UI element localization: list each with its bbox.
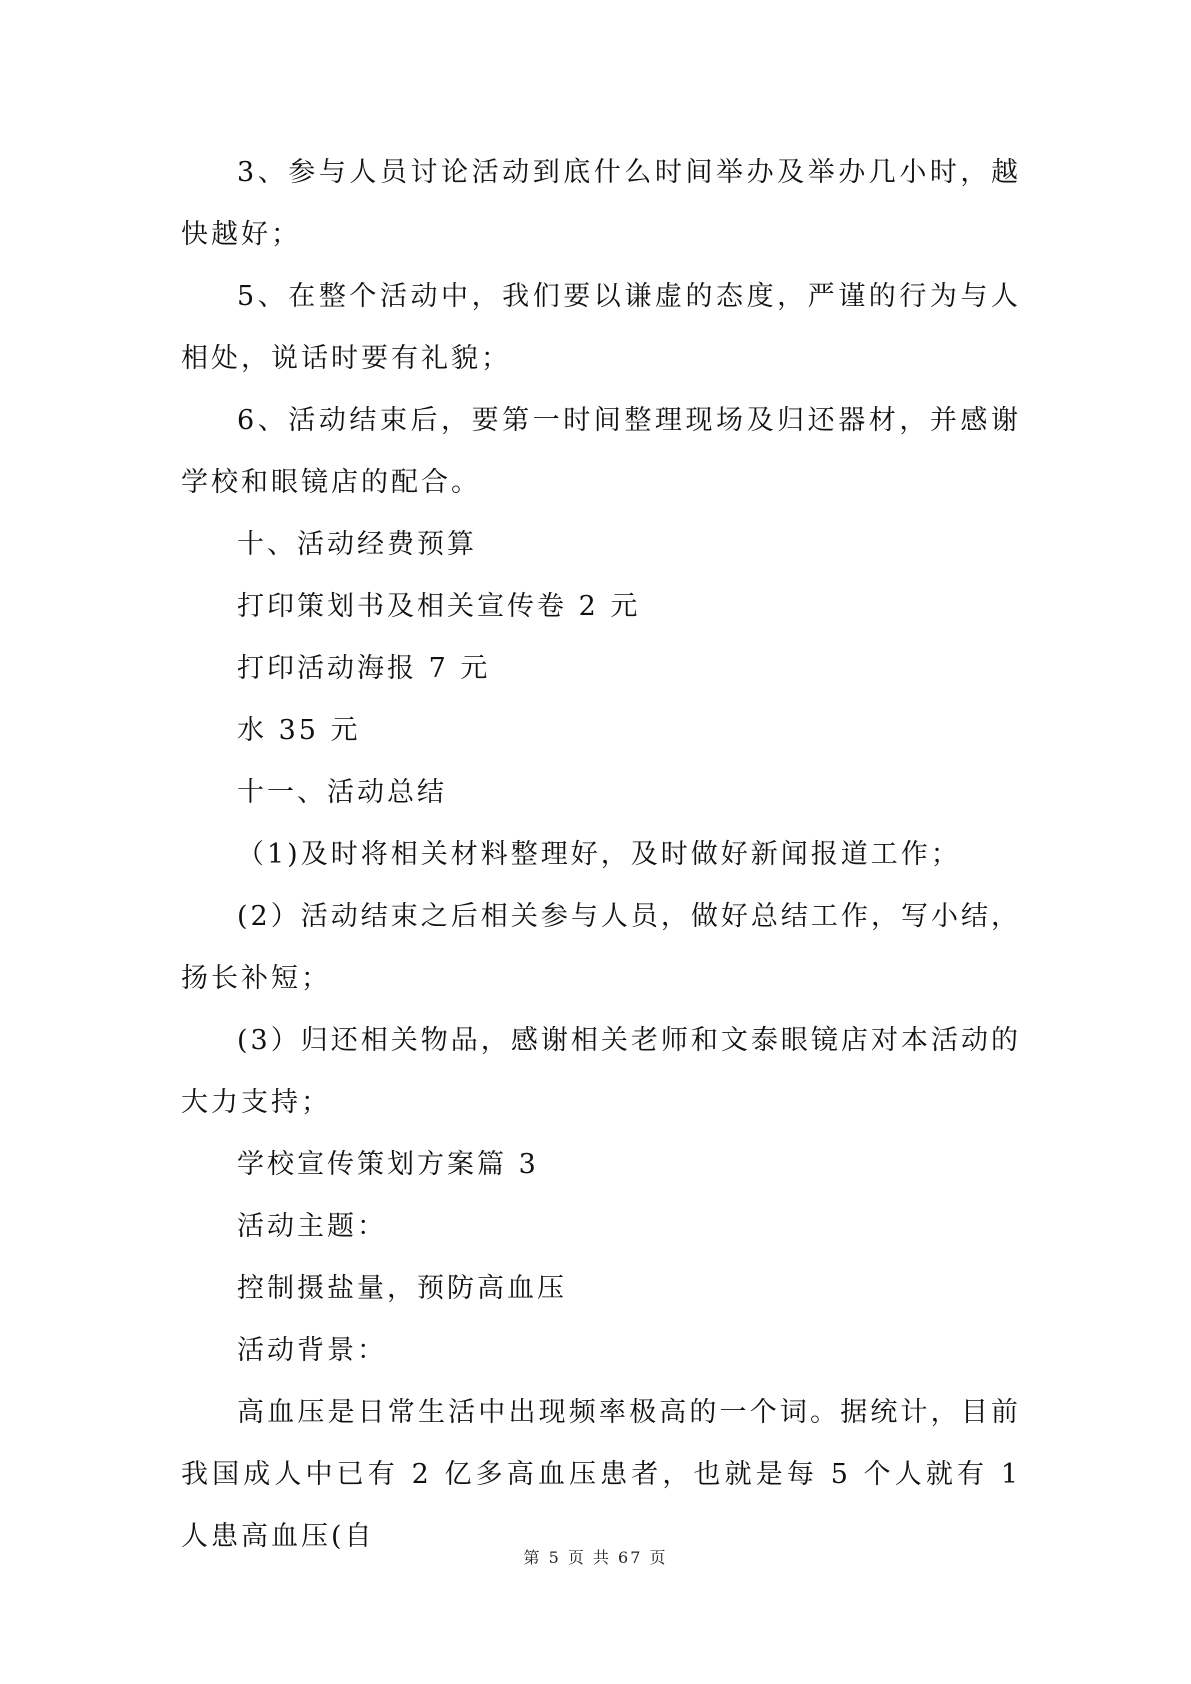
paragraph-item-3: 3、参与人员讨论活动到底什么时间举办及举办几小时，越快越好；	[181, 157, 1021, 250]
document-body	[181, 142, 1021, 1568]
section-heading-summary: 十一、活动总结	[237, 777, 447, 808]
paragraph-item-6: 6、活动结束后，要第一时间整理现场及归还器材，并感谢学校和眼镜店的配合。	[181, 405, 1021, 498]
budget-line-print-plan: 打印策划书及相关宣传卷 2 元	[237, 591, 641, 622]
budget-line-water: 水 35 元	[237, 715, 361, 746]
activity-theme-value: 控制摄盐量，预防高血压	[237, 1273, 567, 1304]
budget-line-print-poster: 打印活动海报 7 元	[237, 653, 491, 684]
paragraph-item-5: 5、在整个活动中，我们要以谦虚的态度，严谨的行为与人相处，说话时要有礼貌；	[181, 281, 1021, 374]
plan-title-3: 学校宣传策划方案篇 3	[237, 1149, 539, 1180]
activity-background-text: 高血压是日常生活中出现频率极高的一个词。据统计，目前我国成人中已有 2 亿多高血压患者，也就是每 5 个人就有 1 人患高血压(自	[181, 1397, 1021, 1552]
summary-item-3: (3）归还相关物品，感谢相关老师和文泰眼镜店对本活动的大力支持；	[181, 1025, 1021, 1118]
activity-theme-label: 活动主题：	[237, 1211, 387, 1242]
activity-background-label: 活动背景：	[237, 1335, 387, 1366]
summary-item-2: (2）活动结束之后相关参与人员，做好总结工作，写小结，扬长补短；	[181, 901, 1021, 994]
summary-item-1: （1)及时将相关材料整理好，及时做好新闻报道工作；	[237, 839, 961, 870]
section-heading-budget: 十、活动经费预算	[237, 529, 477, 560]
page-footer: 第 5 页 共 67 页	[523, 1548, 668, 1567]
